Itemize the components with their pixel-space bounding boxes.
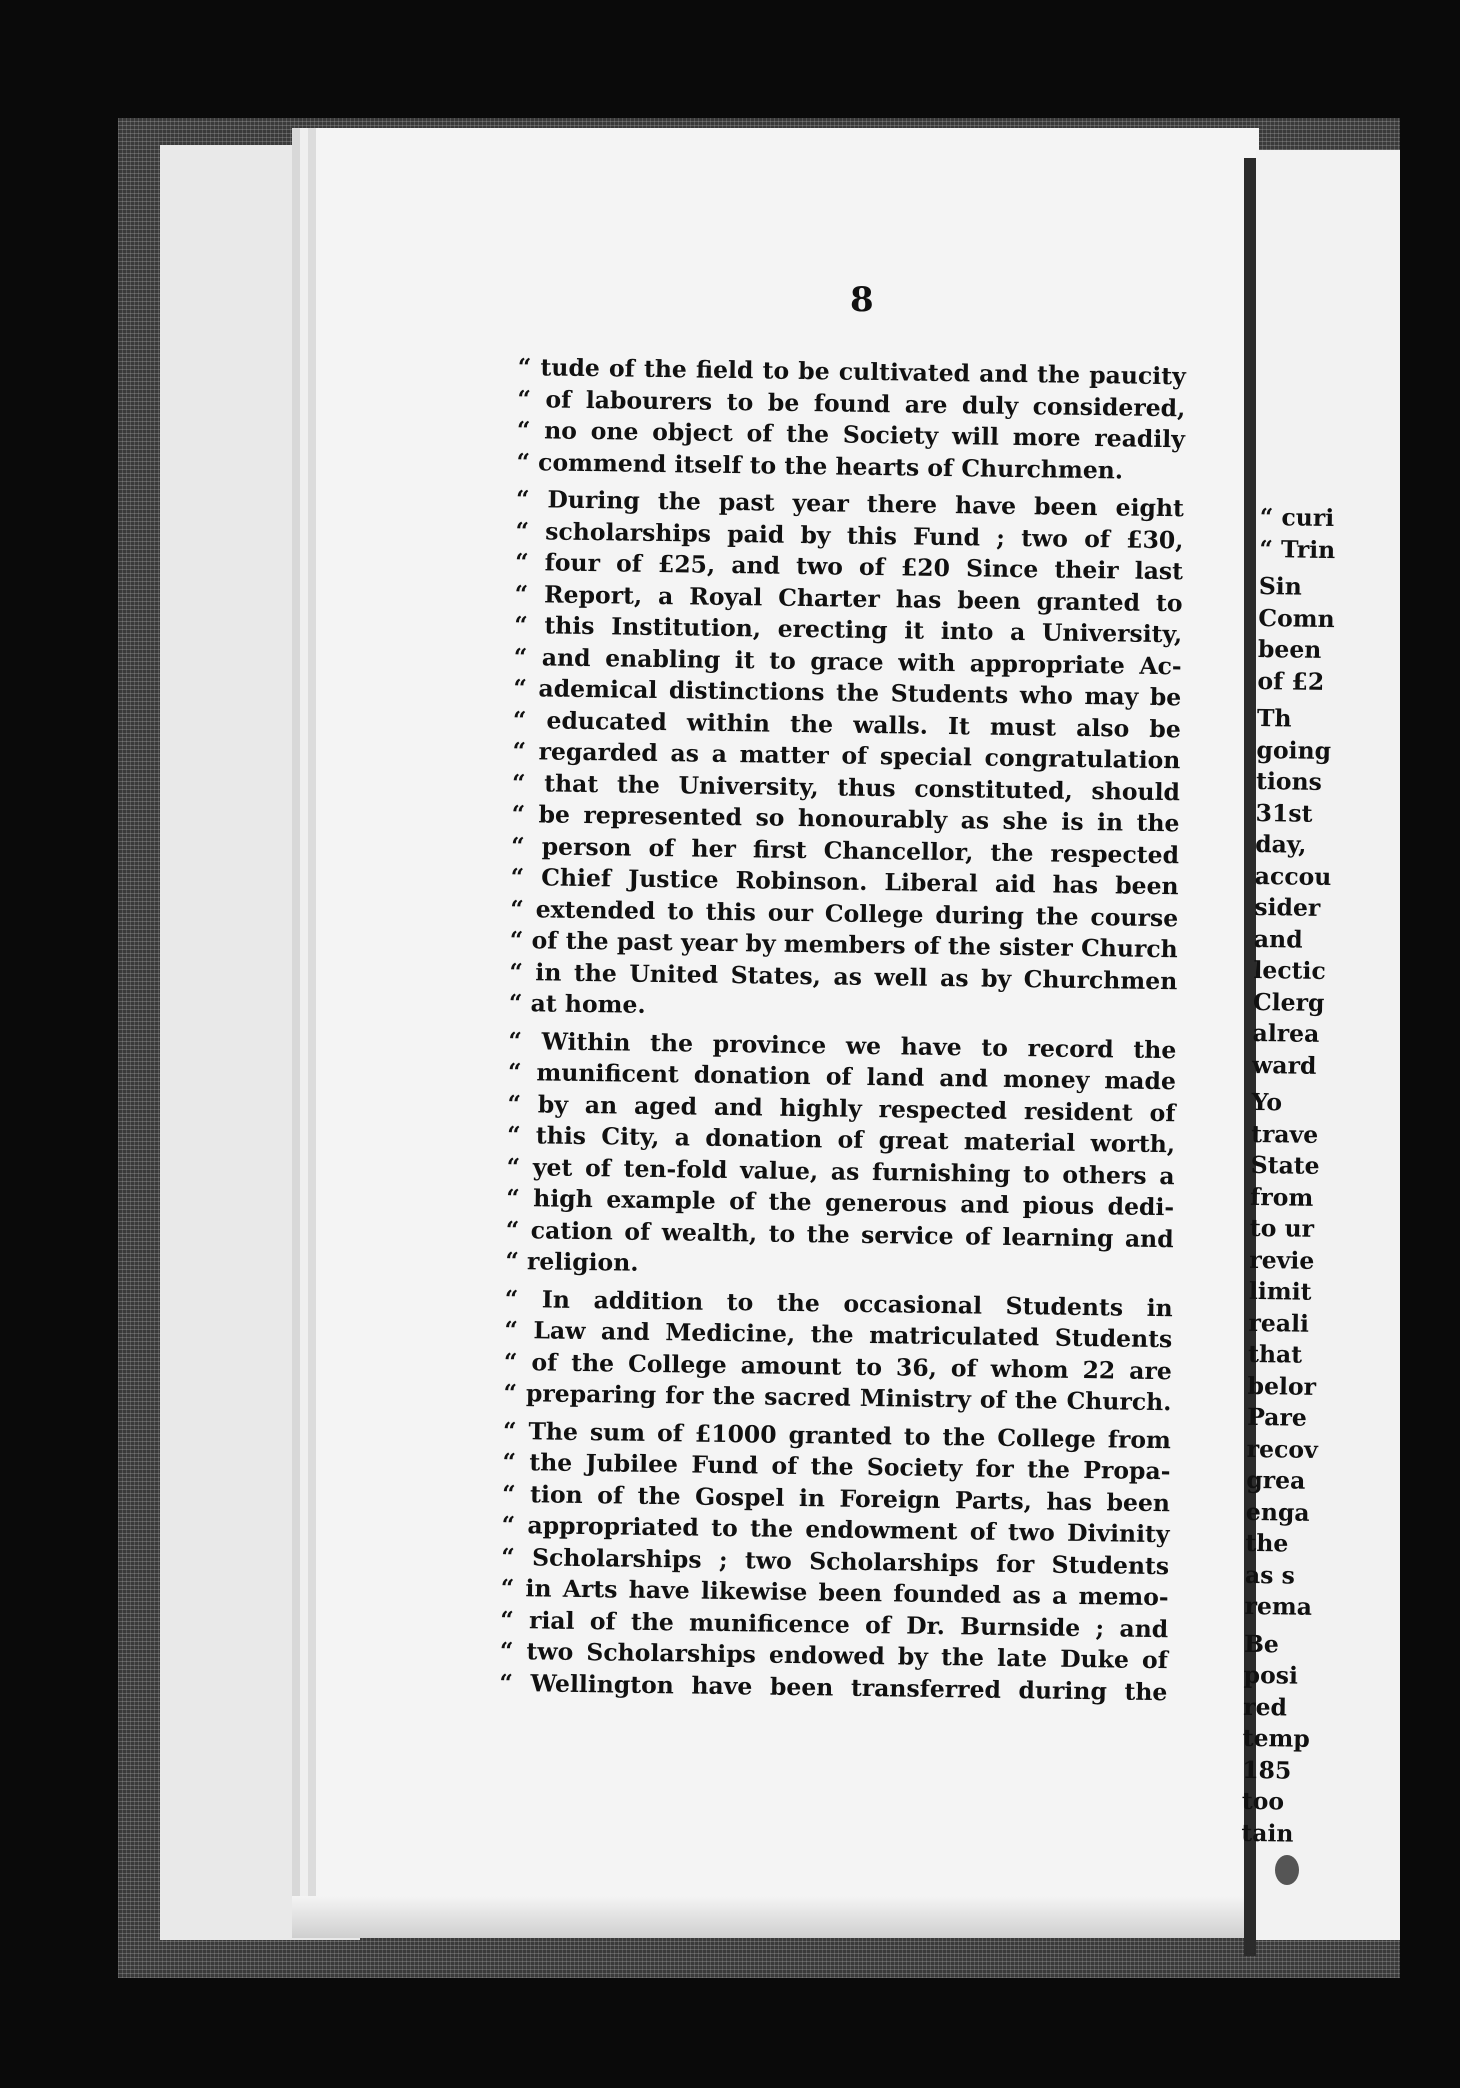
text-line: “ no one object of the Society will more readily bbox=[516, 415, 1186, 454]
text-line: “ tion of the Gospel in Foreign Parts, has been bbox=[501, 1479, 1171, 1517]
text-line: “ rial of the munificence of Dr. Burnside ; and bbox=[500, 1605, 1169, 1643]
text-line: “ by an aged and highly respected resident of bbox=[507, 1089, 1176, 1127]
facing-text-line: Sin bbox=[1258, 571, 1303, 601]
text-line: “ educated within the walls. It must also be bbox=[512, 705, 1181, 743]
facing-text-line: recov bbox=[1246, 1434, 1318, 1464]
page-body-text bbox=[499, 352, 1186, 1708]
text-line: “ this City, a donation of great material worth, bbox=[506, 1120, 1176, 1159]
facing-text-line: Th bbox=[1256, 703, 1292, 733]
text-line: “ be represented so honourably as she is in the bbox=[511, 799, 1180, 838]
facing-text-line: lectic bbox=[1253, 955, 1326, 985]
facing-text-line: Comn bbox=[1258, 603, 1335, 633]
text-line: “ In addition to the occasional Students in bbox=[504, 1284, 1173, 1322]
facing-text-line: temp bbox=[1242, 1723, 1311, 1753]
facing-text-line: Yo bbox=[1251, 1087, 1283, 1117]
text-line: “ scholarships paid by this Fund ; two of £30, bbox=[515, 516, 1184, 554]
text-line: “ tude of the field to be cultivated and the paucity bbox=[517, 352, 1186, 391]
text-line: “ appropriated to the endowment of two Divinity bbox=[501, 1510, 1170, 1549]
facing-text-line: State bbox=[1250, 1150, 1320, 1180]
text-line: “ of the College amount to 36, of whom 22 are bbox=[503, 1347, 1173, 1385]
text-line: “ at home. bbox=[508, 988, 646, 1019]
text-line: “ four of £25, and two of £20 Since their last bbox=[514, 547, 1184, 586]
facing-text-line: belor bbox=[1247, 1371, 1317, 1401]
facing-text-line: posi bbox=[1243, 1660, 1299, 1690]
text-line: “ that the University, thus constituted, should bbox=[511, 768, 1181, 806]
text-line: “ Report, a Royal Charter has been granted to bbox=[514, 579, 1183, 617]
facing-text-line: revie bbox=[1249, 1245, 1315, 1275]
text-line: “ Chief Justice Robinson. Liberal aid has been bbox=[510, 862, 1179, 901]
text-line: “ preparing for the sacred Ministry of the Church. bbox=[503, 1378, 1172, 1417]
facing-text-line: been bbox=[1257, 634, 1322, 664]
text-line: “ high example of the generous and pious dedi- bbox=[505, 1183, 1175, 1222]
facing-text-line: Be bbox=[1243, 1629, 1280, 1658]
facing-text-line: limit bbox=[1248, 1276, 1312, 1306]
page-right-partial bbox=[1241, 150, 1400, 1940]
text-line: “ the Jubilee Fund of the Society for the Propa- bbox=[502, 1447, 1171, 1486]
facing-text-line: “ curi bbox=[1259, 502, 1335, 533]
facing-text-line: alrea bbox=[1252, 1018, 1320, 1048]
facing-text-line: and bbox=[1253, 924, 1303, 954]
text-line: “ religion. bbox=[505, 1246, 639, 1277]
facing-text-line: day, bbox=[1255, 829, 1307, 859]
text-line: “ in Arts have likewise been founded as a memo- bbox=[500, 1573, 1169, 1612]
text-line: “ Within the province we have to record the bbox=[508, 1026, 1177, 1064]
facing-text-line: from bbox=[1250, 1182, 1314, 1212]
facing-text-line: enga bbox=[1245, 1497, 1310, 1527]
text-line: “ in the United States, as well as by Churchmen bbox=[509, 957, 1178, 995]
facing-text-line: trave bbox=[1250, 1119, 1319, 1149]
text-line: “ cation of wealth, to the service of learning and bbox=[505, 1215, 1174, 1253]
facing-text-line: too bbox=[1241, 1786, 1285, 1816]
facing-text-line: that bbox=[1247, 1339, 1303, 1369]
text-line: “ this Institution, erecting it into a University, bbox=[513, 610, 1183, 649]
facing-text-line: going bbox=[1256, 735, 1332, 765]
text-line: “ Law and Medicine, the matriculated Students bbox=[504, 1315, 1173, 1354]
facing-text-line: “ Trin bbox=[1259, 534, 1336, 564]
text-line: “ The sum of £1000 granted to the College from bbox=[502, 1416, 1172, 1454]
text-line: “ Wellington have been transferred during the bbox=[499, 1668, 1168, 1706]
text-line: “ of the past year by members of the sister Church bbox=[509, 925, 1178, 964]
facing-text-line: tions bbox=[1255, 766, 1323, 796]
facing-text-line: sider bbox=[1254, 892, 1321, 922]
ink-smudge bbox=[1275, 1855, 1299, 1885]
facing-page-text bbox=[1241, 502, 1460, 1852]
facing-text-line: reali bbox=[1248, 1308, 1310, 1338]
facing-text-line: the bbox=[1245, 1528, 1289, 1558]
text-line: “ commend itself to the hearts of Churchmen. bbox=[516, 447, 1124, 484]
facing-text-line: grea bbox=[1246, 1465, 1306, 1495]
text-line: “ and enabling it to grace with appropriate Ac- bbox=[513, 642, 1182, 680]
text-line: “ of labourers to be found are duly considered, bbox=[517, 384, 1186, 422]
facing-text-line: as s bbox=[1244, 1560, 1296, 1590]
facing-text-line: Pare bbox=[1247, 1402, 1308, 1432]
facing-text-line: Clerg bbox=[1252, 987, 1325, 1017]
text-line: “ person of her first Chancellor, the respected bbox=[510, 831, 1180, 869]
facing-text-line: ward bbox=[1251, 1050, 1317, 1080]
facing-text-line: of £2 bbox=[1257, 666, 1325, 696]
text-line: “ ademical distinctions the Students who may be bbox=[513, 673, 1182, 712]
page-number: 8 bbox=[850, 280, 874, 320]
text-line: “ munificent donation of land and money made bbox=[507, 1057, 1177, 1096]
facing-text-line: to ur bbox=[1249, 1213, 1315, 1243]
facing-text-line: accou bbox=[1254, 861, 1332, 891]
text-line: “ two Scholarships endowed by the late Duke of bbox=[499, 1636, 1168, 1675]
facing-text-line: 185 bbox=[1242, 1755, 1292, 1785]
text-line: “ regarded as a matter of special congratulation bbox=[512, 736, 1181, 775]
facing-text-line: red bbox=[1242, 1692, 1288, 1721]
facing-text-line: tain bbox=[1241, 1818, 1294, 1848]
text-line: “ During the past year there have been eight bbox=[515, 484, 1185, 523]
facing-text-line: rema bbox=[1244, 1591, 1313, 1621]
text-line: “ yet of ten-fold value, as furnishing to others a bbox=[506, 1152, 1175, 1190]
text-line: “ Scholarships ; two Scholarships for Students bbox=[500, 1542, 1170, 1580]
facing-text-line: 31st bbox=[1255, 798, 1313, 828]
text-line: “ extended to this our College during the course bbox=[510, 894, 1179, 932]
